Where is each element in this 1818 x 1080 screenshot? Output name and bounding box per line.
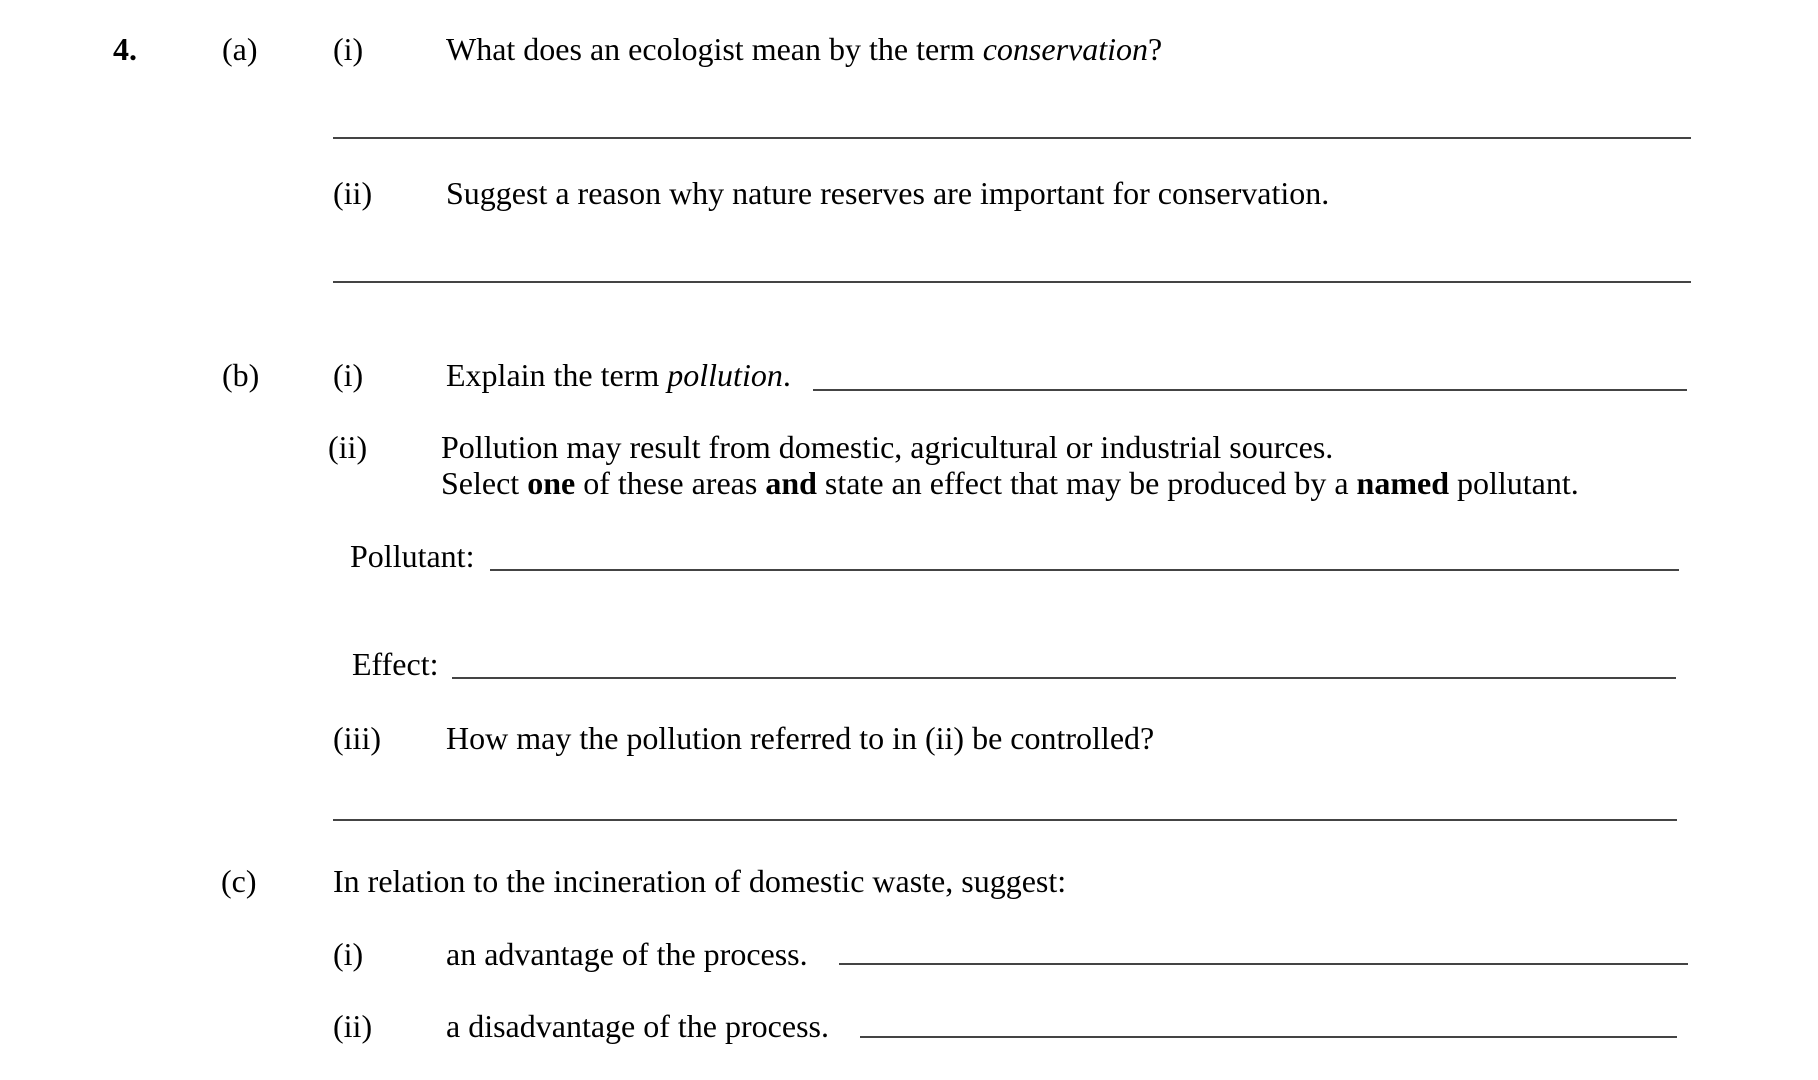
- question-punct: ?: [1148, 31, 1163, 67]
- part-a-i-question: [446, 31, 1162, 67]
- part-b-i-question: [446, 357, 791, 393]
- part-b-i-label: (i): [333, 357, 364, 393]
- instruction-text: of these areas: [575, 465, 766, 501]
- part-a-label: (a): [222, 31, 258, 67]
- part-c-i-question: an advantage of the process.: [446, 936, 808, 972]
- part-b-iii-label: (iii): [333, 720, 381, 756]
- answer-line-c-ii[interactable]: [860, 1036, 1677, 1038]
- answer-line-pollutant[interactable]: [490, 569, 1679, 571]
- question-text: What does an ecologist mean by the term: [446, 31, 983, 67]
- part-c-ii-label: (ii): [333, 1008, 373, 1044]
- part-a-ii-label: (ii): [333, 175, 373, 211]
- answer-line-effect[interactable]: [452, 677, 1676, 679]
- effect-label: Effect:: [352, 646, 439, 682]
- question-term: conservation: [982, 31, 1149, 67]
- part-c-i-label: (i): [333, 936, 364, 972]
- part-a-ii-question: Suggest a reason why nature reserves are important for conservation.: [446, 175, 1330, 211]
- part-c-label: (c): [221, 863, 257, 899]
- question-punct: .: [782, 357, 791, 393]
- part-b-label: (b): [222, 357, 260, 393]
- answer-line-a-i[interactable]: [333, 137, 1691, 139]
- question-number: 4.: [113, 31, 137, 67]
- part-b-ii-label: (ii): [328, 429, 368, 465]
- instruction-text: Select: [441, 465, 528, 501]
- instruction-text: state an effect that may be produced by a: [816, 465, 1357, 501]
- part-b-ii-line2: [441, 465, 1579, 501]
- part-b-ii-line1: Pollution may result from domestic, agricultural or industrial sources.: [441, 429, 1334, 465]
- question-text: Explain the term: [446, 357, 668, 393]
- instruction-emphasis: one: [527, 465, 576, 501]
- answer-line-c-i[interactable]: [839, 963, 1688, 965]
- question-term: pollution: [667, 357, 783, 393]
- answer-line-a-ii[interactable]: [333, 281, 1691, 283]
- part-b-iii-question: How may the pollution referred to in (ii) be controlled?: [446, 720, 1155, 756]
- instruction-text: pollutant.: [1448, 465, 1579, 501]
- part-c-ii-question: a disadvantage of the process.: [446, 1008, 829, 1044]
- pollutant-label: Pollutant:: [350, 538, 475, 574]
- part-c-intro: In relation to the incineration of domestic waste, suggest:: [333, 863, 1067, 899]
- part-a-i-label: (i): [333, 31, 364, 67]
- answer-line-b-iii[interactable]: [333, 819, 1677, 821]
- instruction-emphasis: named: [1356, 465, 1449, 501]
- instruction-emphasis: and: [765, 465, 817, 501]
- answer-line-b-i[interactable]: [813, 389, 1687, 391]
